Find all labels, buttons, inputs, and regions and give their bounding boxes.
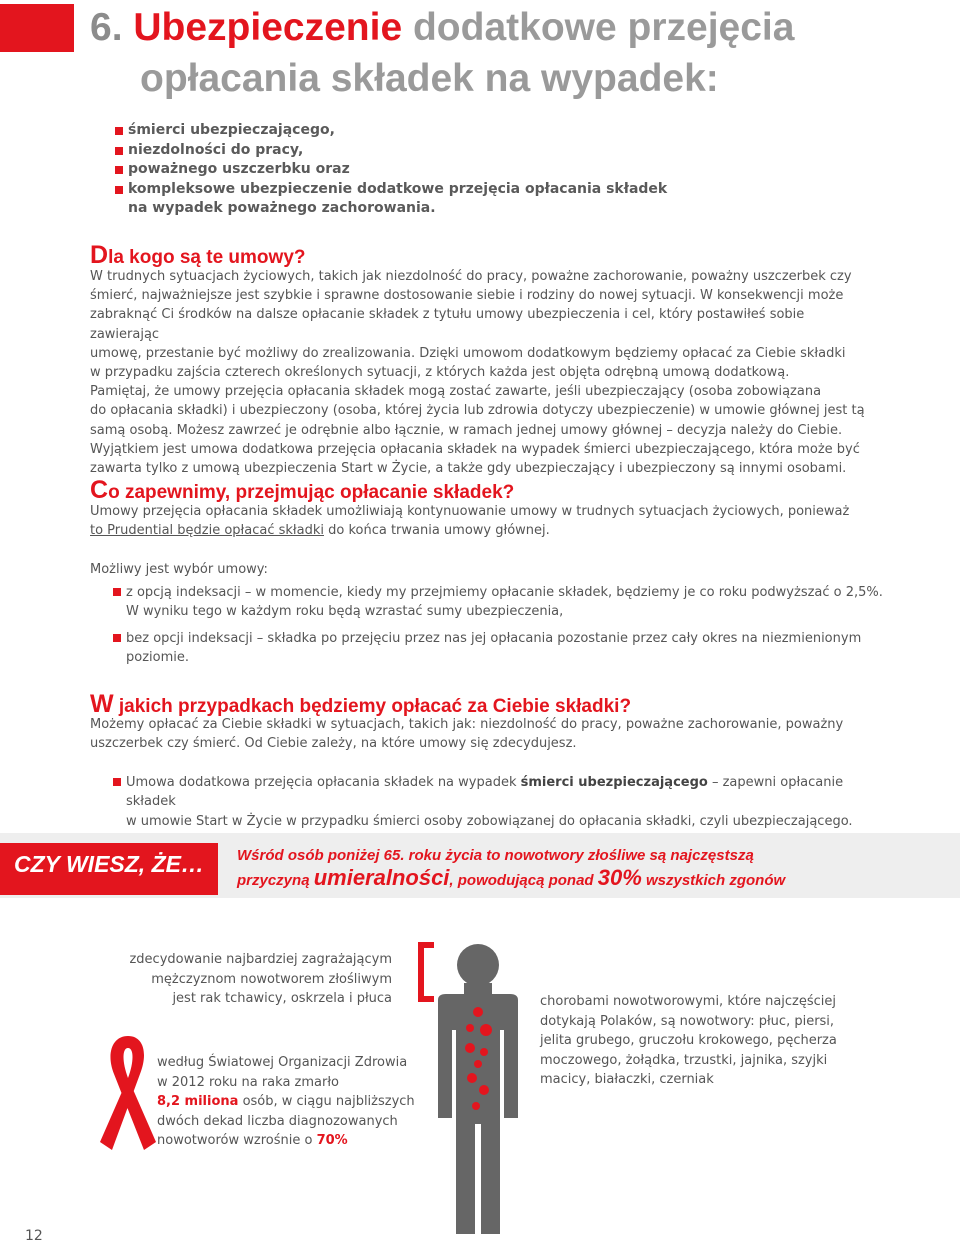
list-item: bez opcji indeksacji – składka po przejęciu przez nas jej opłacania pozostanie przez cały okres na niezmienionym poziomie. xyxy=(113,629,883,668)
poles-cancer-text: chorobami nowotworowymi, które najczęściej dotykają Polaków, są nowotwory: płuc, piersi, jelita grubego, gruczołu krokowego, pęcherza moczowego, żołądka, trzustki, jajnika, szyjki macicy, białaczki, czerniak xyxy=(540,994,837,1087)
section-heading-co-zapewnimy: Co zapewnimy, przejmując opłacanie składek? xyxy=(90,476,515,504)
human-body-figure-icon xyxy=(418,938,534,1238)
section2-paragraph: Umowy przejęcia opłacania składek umożliwiają kontynuowanie umowy w trudnych sytuacjach życiowych, ponieważ to Prudential będzie opłacać składki do końca trwania umowy głównej. xyxy=(90,504,850,539)
bullet-square-icon xyxy=(115,186,123,194)
list-item: Umowa dodatkowa przejęcia opłacania składek na wypadek śmierci ubezpieczającego – zapewni opłacanie składek w umowie Start w Życie w przypadku śmierci osoby zobowiązanej do opłacania składki, czyli ubezpieczającego. xyxy=(113,773,883,831)
coverage-list xyxy=(115,121,895,219)
did-you-know-label: CZY WIESZ, ŻE… xyxy=(14,851,204,877)
choice-label: Możliwy jest wybór umowy: xyxy=(90,562,268,577)
awareness-ribbon-icon xyxy=(92,1032,164,1158)
page-number: 12 xyxy=(25,1228,43,1244)
list-item: poważnego uszczerbku oraz xyxy=(115,160,895,180)
heading-rest: dodatkowe przejęcia xyxy=(412,6,795,49)
did-you-know-fact: Wśród osób poniżej 65. roku życia to nowotwory złośliwe są najczęstszą przyczyną umieralności, powodującą ponad 30% wszystkich zgonów xyxy=(237,847,786,890)
heading-red-tab xyxy=(0,4,74,52)
options-list xyxy=(113,583,883,675)
section-heading-w-jakich: W jakich przypadkach będziemy opłacać za Ciebie składki? xyxy=(90,690,632,718)
death-coverage-list xyxy=(113,773,883,838)
men-cancer-text: zdecydowanie najbardziej zagrażającym mężczyznom nowotworem złośliwym jest rak tchawicy, oskrzela i płuca xyxy=(129,952,392,1006)
bullet-square-icon xyxy=(113,778,121,786)
section-heading-dla-kogo: Dla kogo są te umowy? xyxy=(90,241,306,269)
who-statistic-text: według Światowej Organizacji Zdrowia w 2012 roku na raka zmarło 8,2 miliona osób, w ciągu najbliższych dwóch dekad liczba diagnozowanych nowotworów wzrośnie o 70% xyxy=(157,1055,415,1148)
list-item: niezdolności do pracy, xyxy=(115,141,895,161)
heading-number: 6. xyxy=(90,6,123,49)
page-heading xyxy=(90,2,930,104)
bullet-square-icon xyxy=(115,166,123,174)
heading-accent: Ubezpieczenie xyxy=(133,6,403,49)
heading-line2: opłacania składek na wypadek: xyxy=(140,57,719,100)
section1-paragraph: W trudnych sytuacjach życiowych, takich jak niezdolność do pracy, poważne zachorowanie, poważny uszczerbek czy śmierć, najważniejsze jest szybkie i sprawne dostosowanie siebie i rodziny do nowej sytuacji. W konsekwencji może zabraknąć Ci środków na dalsze opłacanie składek z tytułu umowy ubezpieczenia i cel, który postawiłeś sobie zawierając umowę, przestanie być możliwy do zrealizowania. Dzięki umowom dodatkowym będziemy opłacać za Ciebie składki w przypadku zajścia czterech określonych sytuacji, z których każda jest objęta odrębną umową dodatkową. Pamiętaj, że umowy przejęcia opłacania składek mogą zostać zawarte, jeśli ubezpieczający (osoba zobowiązana do opłacania składki) i ubezpieczony (osoba, której życia lub zdrowia dotyczy ubezpieczenie) w umowie głównej jest tą samą osobą. Możesz zawrzeć je odrębnie albo łącznie, w ramach jednej umowy głównej – decyzja należy do Ciebie. Wyjątkiem jest umowa dodatkowa przejęcia opłacania składek na wypadek śmierci ubezpieczającego, która może być zawarta tylko z umową ubezpieczenia Start w Życie, a także gdy ubezpieczający i ubezpieczony są innymi osobami. xyxy=(90,269,865,477)
list-item: śmierci ubezpieczającego, xyxy=(115,121,895,141)
bullet-square-icon xyxy=(113,634,121,642)
underlined-phrase: to Prudential będzie opłacać składki xyxy=(90,523,324,539)
list-item: z opcją indeksacji – w momencie, kiedy my przejmiemy opłacanie składek, będziemy je co roku podwyższać o 2,5%. W wyniku tego w każdym roku będą wzrastać sumy ubezpieczenia, xyxy=(113,583,883,622)
bullet-square-icon xyxy=(115,147,123,155)
bullet-square-icon xyxy=(115,127,123,135)
list-item: kompleksowe ubezpieczenie dodatkowe przejęcia opłacania składek na wypadek poważnego zachorowania. xyxy=(115,180,895,219)
bullet-square-icon xyxy=(113,588,121,596)
section3-paragraph: Możemy opłacać za Ciebie składki w sytuacjach, takich jak: niezdolność do pracy, poważne zachorowanie, poważny uszczerbek czy śmierć. Od Ciebie zależy, na które umowy się zdecydujesz. xyxy=(90,717,844,752)
